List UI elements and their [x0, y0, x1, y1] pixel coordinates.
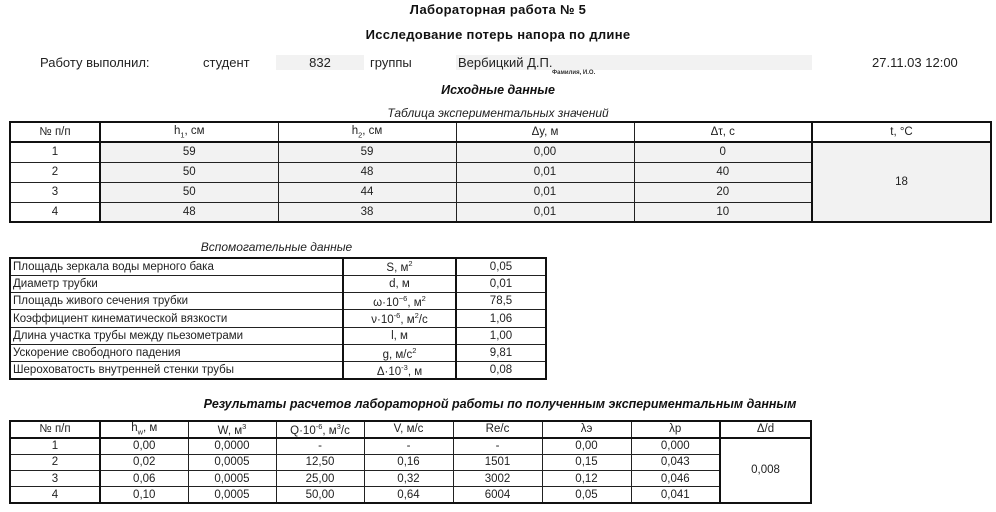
cell-h2: 44: [278, 182, 456, 202]
cell-w: 0,0005: [188, 470, 276, 486]
header-num: № п/п: [10, 122, 100, 142]
aux-row-viscosity: [10, 310, 546, 327]
cell-num: 2: [10, 162, 100, 182]
aux-value: 78,5: [456, 293, 546, 310]
student-label: студент: [203, 55, 250, 70]
header-dy: Δy, м: [456, 122, 634, 142]
cell-dt: 0: [634, 142, 812, 162]
header-re: Re/c: [453, 421, 542, 438]
header-temp: t, °C: [812, 122, 991, 142]
cell-w: 0,0000: [188, 438, 276, 454]
cell-q: 12,50: [276, 454, 364, 470]
cell-num: 3: [10, 182, 100, 202]
aux-row-tank-area: [10, 258, 546, 275]
table-row: [10, 142, 991, 162]
cell-dy: 0,00: [456, 142, 634, 162]
aux-symbol: $\omega\cdot 10^{-6}$, $м^2$: [343, 293, 456, 310]
cell-lambda-p: 0,046: [631, 470, 720, 486]
aux-symbol: l, м: [343, 327, 456, 344]
header-lambda-p: λр: [631, 421, 720, 438]
cell-v: 0,16: [364, 454, 453, 470]
cell-v: 0,64: [364, 487, 453, 503]
cell-v: -: [364, 438, 453, 454]
cell-v: 0,32: [364, 470, 453, 486]
cell-h1: 59: [100, 142, 278, 162]
header-h2: $h_2$, см: [278, 122, 456, 142]
experiment-table-caption: Таблица экспериментальных значений: [387, 106, 609, 120]
performed-by-label: Работу выполнил:: [40, 55, 150, 70]
cell-num: 1: [10, 438, 100, 454]
group-number: 832: [276, 55, 364, 70]
cell-lambda-p: 0,000: [631, 438, 720, 454]
header-num: № п/п: [10, 421, 100, 438]
cell-q: -: [276, 438, 364, 454]
results-header-row: [10, 421, 811, 438]
cell-re: 1501: [453, 454, 542, 470]
aux-value: 1,06: [456, 310, 546, 327]
aux-symbol: g, $м/с^2$: [343, 344, 456, 361]
cell-dy: 0,01: [456, 202, 634, 222]
cell-q: 50,00: [276, 487, 364, 503]
header-q: $Q\cdot 10^{-6}$, $м^3/с$: [276, 421, 364, 438]
cell-num: 4: [10, 202, 100, 222]
cell-hw: 0,06: [100, 470, 188, 486]
experiment-table: [9, 121, 992, 223]
cell-lambda-e: 0,12: [542, 470, 631, 486]
cell-temperature: 18: [812, 142, 991, 222]
table-header-row: [10, 122, 991, 142]
cell-hw: 0,00: [100, 438, 188, 454]
header-rel-roughness: Δ/d: [720, 421, 811, 438]
page-title: Лабораторная работа № 5: [409, 2, 587, 17]
table-row: [10, 438, 811, 454]
cell-dy: 0,01: [456, 182, 634, 202]
cell-dy: 0,01: [456, 162, 634, 182]
cell-num: 1: [10, 142, 100, 162]
aux-symbol: $\nu\cdot 10^{-6}$, $м^2/с$: [343, 310, 456, 327]
cell-w: 0,0005: [188, 487, 276, 503]
cell-dt: 20: [634, 182, 812, 202]
aux-value: 0,08: [456, 362, 546, 379]
cell-num: 2: [10, 454, 100, 470]
aux-symbol: S, $м^2$: [343, 258, 456, 275]
cell-num: 3: [10, 470, 100, 486]
results-title: Результаты расчетов лабораторной работы по полученным экспериментальным данным: [203, 397, 797, 411]
cell-h1: 48: [100, 202, 278, 222]
header-dt: Δτ, с: [634, 122, 812, 142]
cell-h2: 59: [278, 142, 456, 162]
cell-q: 25,00: [276, 470, 364, 486]
results-table: [9, 420, 812, 504]
header-v: V, м/с: [364, 421, 453, 438]
aux-value: 9,81: [456, 344, 546, 361]
cell-hw: 0,10: [100, 487, 188, 503]
aux-row-gravity: [10, 344, 546, 361]
cell-lambda-e: 0,05: [542, 487, 631, 503]
aux-symbol: $\Delta\cdot 10^{-3}$, м: [343, 362, 456, 379]
group-label: группы: [370, 55, 412, 70]
page-subtitle: Исследование потерь напора по длине: [365, 27, 631, 42]
cell-num: 4: [10, 487, 100, 503]
aux-label: Площадь зеркала воды мерного бака: [10, 258, 343, 275]
header-lambda-e: λэ: [542, 421, 631, 438]
cell-h2: 38: [278, 202, 456, 222]
table-row: [10, 454, 811, 470]
initial-data-title: Исходные данные: [441, 83, 555, 97]
aux-value: 1,00: [456, 327, 546, 344]
datetime: 27.11.03 12:00: [872, 55, 958, 70]
auxiliary-table: [9, 257, 547, 380]
cell-lambda-e: 0,00: [542, 438, 631, 454]
cell-re: -: [453, 438, 542, 454]
cell-lambda-p: 0,041: [631, 487, 720, 503]
auxiliary-caption: Вспомогательные данные: [200, 240, 353, 254]
cell-h1: 50: [100, 182, 278, 202]
name-hint: Фамилия, И.О.: [552, 70, 596, 76]
header-hw: $h_w$, м: [100, 421, 188, 438]
cell-dt: 40: [634, 162, 812, 182]
cell-lambda-e: 0,15: [542, 454, 631, 470]
header-h1: $h_1$, см: [100, 122, 278, 142]
table-row: [10, 470, 811, 486]
header-w: W, $м^3$: [188, 421, 276, 438]
student-info: [0, 55, 996, 75]
aux-value: 0,01: [456, 275, 546, 292]
cell-re: 6004: [453, 487, 542, 503]
cell-h2: 48: [278, 162, 456, 182]
cell-hw: 0,02: [100, 454, 188, 470]
cell-rel-roughness: 0,008: [720, 438, 811, 503]
aux-label: Длина участка трубы между пьезометрами: [10, 327, 343, 344]
cell-dt: 10: [634, 202, 812, 222]
aux-label: Площадь живого сечения трубки: [10, 293, 343, 310]
aux-row-roughness: [10, 362, 546, 379]
aux-row-length: [10, 327, 546, 344]
cell-lambda-p: 0,043: [631, 454, 720, 470]
aux-row-diameter: [10, 275, 546, 292]
aux-row-cross-section: [10, 293, 546, 310]
cell-h1: 50: [100, 162, 278, 182]
aux-label: Коэффициент кинематической вязкости: [10, 310, 343, 327]
cell-re: 3002: [453, 470, 542, 486]
table-row: [10, 487, 811, 503]
aux-label: Ускорение свободного падения: [10, 344, 343, 361]
student-name: Вербицкий Д.П.: [456, 55, 812, 70]
aux-symbol: d, м: [343, 275, 456, 292]
cell-w: 0,0005: [188, 454, 276, 470]
aux-value: 0,05: [456, 258, 546, 275]
aux-label: Шероховатость внутренней стенки трубы: [10, 362, 343, 379]
aux-label: Диаметр трубки: [10, 275, 343, 292]
